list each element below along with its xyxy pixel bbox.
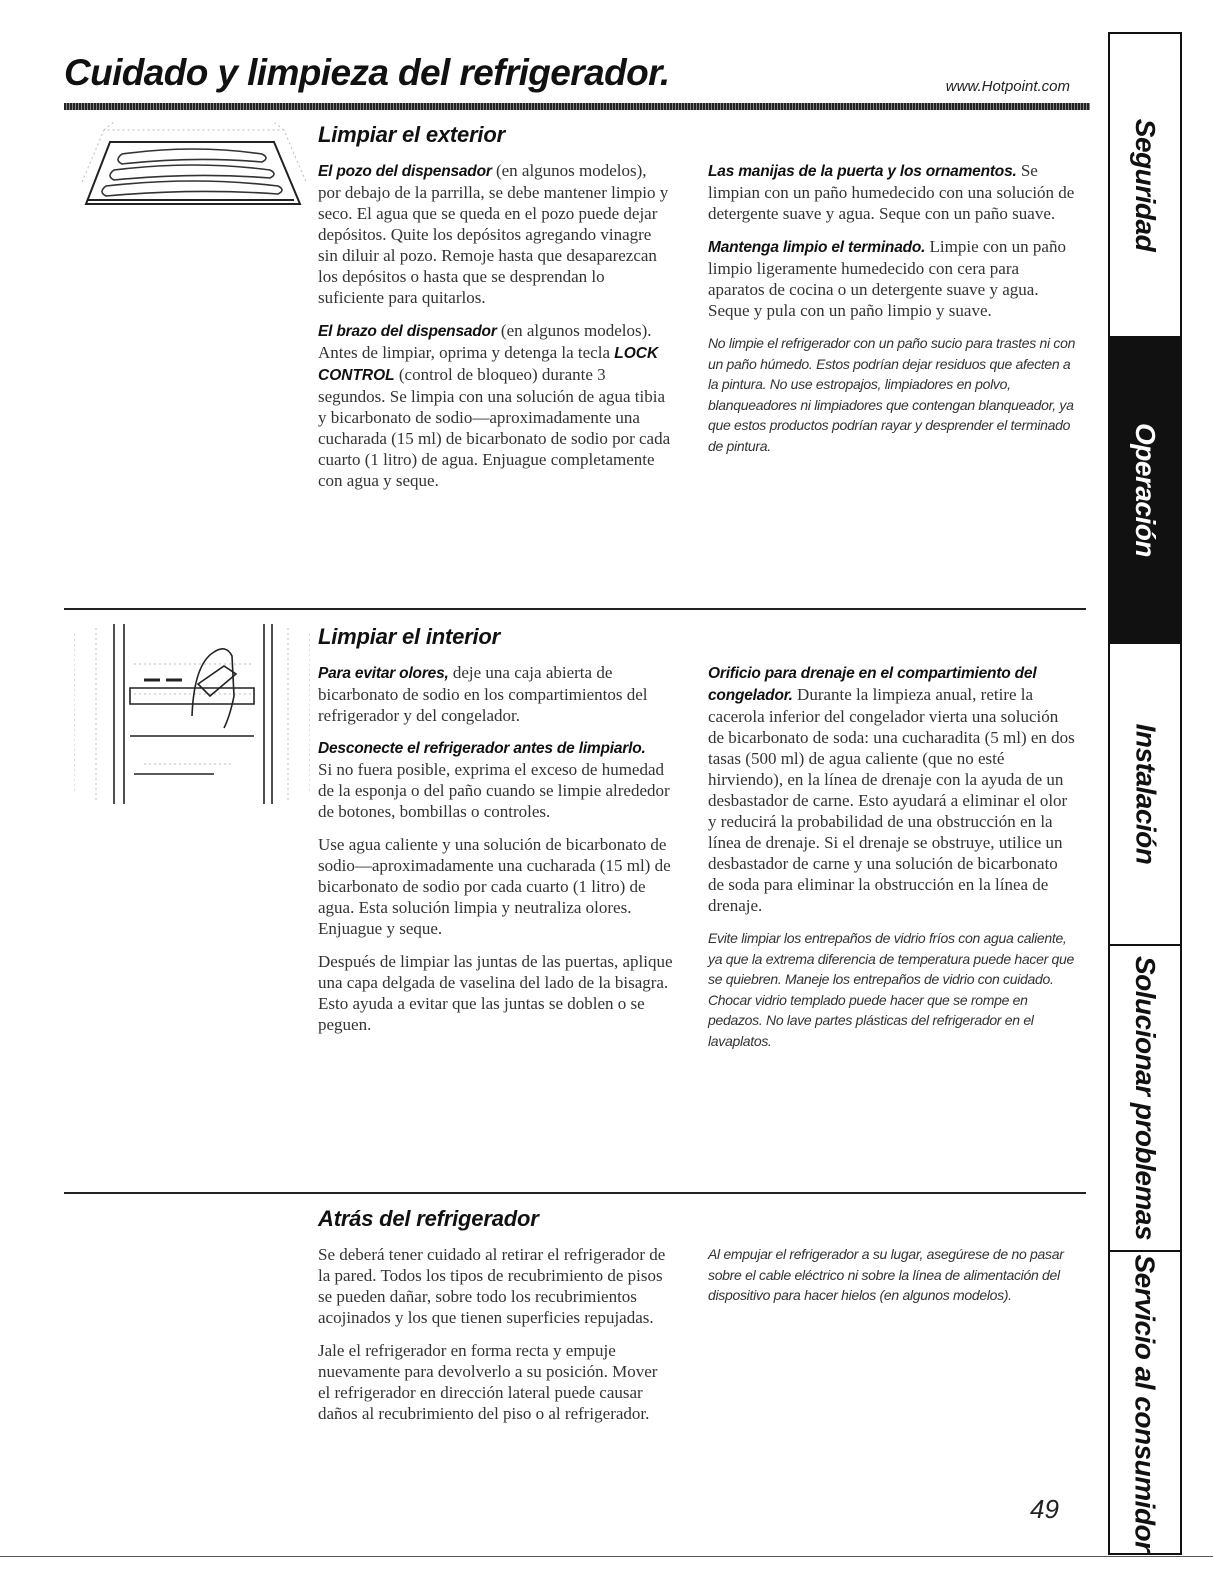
paragraph: Use agua caliente y una solución de bicarbonato de sodio—aproximadamente una cucharada (15 ml) de bicarbonato de sodio por cada cuarto (1 litro) de agua. Esta solución limpia y neutraliza olores. Enjuague y seque. [318,835,671,938]
interior-cleaning-illustration [74,624,310,804]
paragraph [708,662,1078,916]
paragraph [708,236,1078,321]
paragraph-text: Durante la limpieza anual, retire la cacerola inferior del congelador vierta una solución de bicarbonato de soda: una cucharadita (5 ml) en dos tasas (500 ml) de agua caliente (que no esté hirviendo), en la línea de drenaje con la ayuda de un desbastador de carne. Esto ayudará a eliminar el olor y reducirá la probabilidad de una obstrucción en la línea de drenaje. Si el drenaje se obstruye, utilice un desbastador de carne y una solución de bicarbonato de soda para eliminar la obstrucción en la línea de drenaje. [708,685,1075,915]
paragraph [708,160,1078,224]
paragraph [318,738,673,822]
paragraph: Después de limpiar las juntas de las puertas, aplique una capa delgada de vaselina del lado de la bisagra. Esto ayuda a evitar que las juntas se doblen o se peguen. [318,952,673,1034]
behind-right-column [708,1244,1078,1318]
tab-solucionar-problemas[interactable] [1110,946,1180,1252]
header-rule [64,103,1090,110]
tab-seguridad[interactable] [1110,34,1180,338]
paragraph-text: Se limpian con un paño humedecido con una solución de detergente suave y agua. Seque con un paño suave. [708,161,1075,223]
paragraph-text: (en algunos modelos). Antes de limpiar, oprima y detenga la tecla [318,321,652,362]
bottom-rule [0,1556,1213,1557]
paragraph-text: (control de bloqueo) durante 3 segundos. Se limpia con una solución de agua tibia y bicarbonato de sodio—aproximadamente una cucharada (15 ml) de bicarbonato de sodio por cada cuarto (1 litro) de agua. Enjuague completamente con agua y seque. [318,365,671,490]
paragraph-lead: Desconecte el refrigerador antes de limpiarlo. [318,740,646,757]
section-tabs [1108,32,1182,1555]
paragraph-lead: El pozo del dispensador [318,163,492,180]
paragraph-text: (en algunos modelos), por debajo de la parrilla, se debe mantener limpio y seco. El agua que se queda en el pozo puede dejar depósitos. Quite los depósitos agregando vinagre sin diluir al pozo. Remoje hasta que desaparezcan los depósitos o hasta que se desprendan lo suficiente para quitarlos. [318,161,669,307]
caution-note: No limpie el refrigerador con un paño sucio para trastes ni con un paño húmedo. Estos podrían dejar residuos que afecten a la pintura. No use estropajos, limpiadores en polvo, blanqueadores ni limpiadores que contengan blanqueador, ya que estos productos podrían rayar y desprender el terminado de pintura. [708,335,1076,454]
tab-label: Solucionar problemas [1130,955,1162,1241]
paragraph-lead: El brazo del dispensador [318,323,497,340]
exterior-left-column [318,160,673,503]
site-url: www.Hotpoint.com [945,78,1070,95]
lock-control-key: LOCK CONTROL [318,345,659,384]
paragraph-lead: Orificio para drenaje en el compartimiento del congelador. [708,665,1037,704]
paragraph [318,160,673,308]
behind-section-title: Atrás del refrigerador [318,1206,539,1231]
tab-label: Seguridad [1130,118,1162,252]
paragraph-lead: Mantenga limpio el terminado. [708,239,926,256]
interior-left-column [318,662,673,1047]
paragraph-lead: Las manijas de la puerta y los ornamentos. [708,163,1017,180]
page-title: Cuidado y limpieza del refrigerador. [64,52,670,93]
behind-left-column [318,1244,673,1436]
caution-note: Al empujar el refrigerador a su lugar, asegúrese de no pasar sobre el cable eléctrico ni sobre la línea de alimentación del dispositivo para hacer hielos (en algunos modelos). [708,1246,1064,1303]
section-rule [64,1192,1086,1194]
paragraph-text: deje una caja abierta de bicarbonato de sodio en los compartimientos del refrigerador y del congelador. [318,663,648,725]
paragraph [318,320,673,491]
paragraph: Jale el refrigerador en forma recta y empuje nuevamente para devolverlo a su posición. Mover el refrigerador en dirección lateral puede causar daños al recubrimiento del piso o al refrigerador. [318,1341,658,1423]
exterior-right-column [708,160,1078,468]
paragraph: Se deberá tener cuidado al retirar el refrigerador de la pared. Todos los tipos de recubrimiento de pisos se pueden dañar, sobre todo los recubrimientos acojinados y los que tienen superficies repujadas. [318,1245,666,1327]
paragraph-text: Si no fuera posible, exprima el exceso de humedad de la esponja o del paño cuando se limpie alrededor de botones, bombillas o controles. [318,760,670,821]
paragraph-lead: Para evitar olores, [318,665,449,682]
interior-section-title: Limpiar el interior [318,624,501,649]
tab-instalacion[interactable] [1110,644,1180,946]
paragraph [318,662,673,726]
exterior-section-title: Limpiar el exterior [318,122,505,147]
tab-operacion[interactable] [1110,338,1180,644]
interior-right-column [708,662,1078,1063]
tab-label: Servicio al consumidor [1130,1253,1162,1552]
caution-note: Evite limpiar los entrepaños de vidrio fríos con agua caliente, ya que la extrema diferencia de temperatura puede hacer que se quiebren. Maneje los entrepaños de vidrio con cuidado. Chocar vidrio templado puede hacer que se rompe en pedazos. No lave partes plásticas del refrigerador en el lavaplatos. [708,930,1074,1049]
dispenser-tray-illustration [74,122,310,218]
page-number: 49 [1030,1494,1059,1524]
tab-label: Operación [1130,423,1162,557]
paragraph-text: Limpie con un paño limpio ligeramente humedecido con cera para aparatos de cocina o un detergente suave y agua. Seque y pula con un paño limpio y suave. [708,237,1066,320]
section-rule [64,608,1086,610]
tab-servicio-al-consumidor[interactable] [1110,1252,1180,1553]
tab-label: Instalación [1130,723,1162,865]
